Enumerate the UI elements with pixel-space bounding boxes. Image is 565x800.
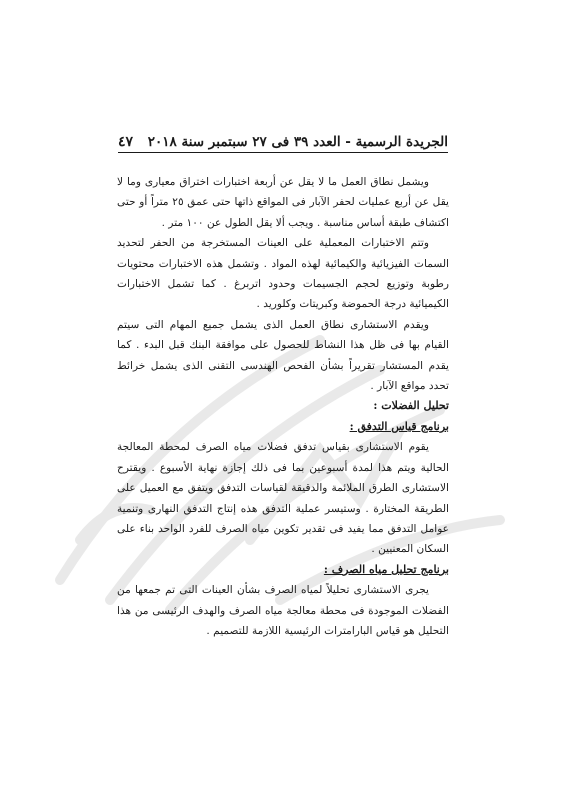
subsection-heading: برنامج قياس التدفق : xyxy=(349,419,449,433)
page-number: ٤٧ xyxy=(118,134,134,150)
paragraph: يجرى الاستشارى تحليلاً لمياه الصرف بشأن العينات التى تم جمعها من الفضلات الموجودة فى محطة معالجة مياه الصرف والهدف الرئيسى من هذا التحليل هو قياس البارامترات الرئيسية اللازمة للتصميم . xyxy=(117,584,449,637)
section-heading: تحليل الفضلات : xyxy=(373,399,449,413)
subsection-heading: برنامج تحليل مياه الصرف : xyxy=(323,562,449,576)
page-header xyxy=(118,128,448,150)
paragraph: ويقدم الاستشارى نطاق العمل الذى يشمل جميع المهام التى سيتم القيام بها فى ظل هذا النشاط للحصول على موافقة البنك قبل البدء . كما يقدم المستشار تقريراً بشأن الفحص الهندسى التقنى الذى يشمل خرائط تحدد مواقع الآبار . xyxy=(117,318,449,393)
document-body xyxy=(117,172,449,641)
header-divider xyxy=(118,152,448,153)
paragraph: وتتم الاختبارات المعملية على العينات المستخرجة من الحفر لتحديد السمات الفيزيائية والكيمائية لهذه المواد . وتشمل هذه الاختبارات محتويات رطوبة وتوزيع لحجم الجسيمات وحدود اتربرغ . كما تشمل الاختبارات الكيميائية درجة الحموضة وكبريتات وكلوريد . xyxy=(117,237,449,311)
paragraph: ويشمل نطاق العمل ما لا يقل عن أربعة اختبارات اختراق معيارى وما لا يقل عن أربع عمليات لحفر الآبار فى المواقع ذاتها حتى عمق ٢٥ متراً أو حتى اكتشاف طبقة أساس مناسبة . ويجب ألا يقل الطول عن ١٠٠ متر . xyxy=(117,176,449,229)
paragraph: يقوم الاستشارى بقياس تدفق فضلات مياه الصرف لمحطة المعالجة الحالية ويتم هذا لمدة أسبوعين بما فى ذلك إجازة نهاية الأسبوع . ويقترح الاستشارى الطرق الملائمة والدقيقة لقياسات التدفق ويتفق مع العميل على الطريقة المختارة . وستيسر عملية التدفق هذه إنتاج التدفق النهارى وتنمية عوامل التدفق مما يفيد فى تقدير تكوين مياه الصرف للفرد الواحد بناء على السكان المعنيين . xyxy=(117,441,449,556)
gazette-title: الجريدة الرسمية - العدد ٣٩ فى ٢٧ سبتمبر سنة ٢٠١٨ xyxy=(147,134,448,150)
